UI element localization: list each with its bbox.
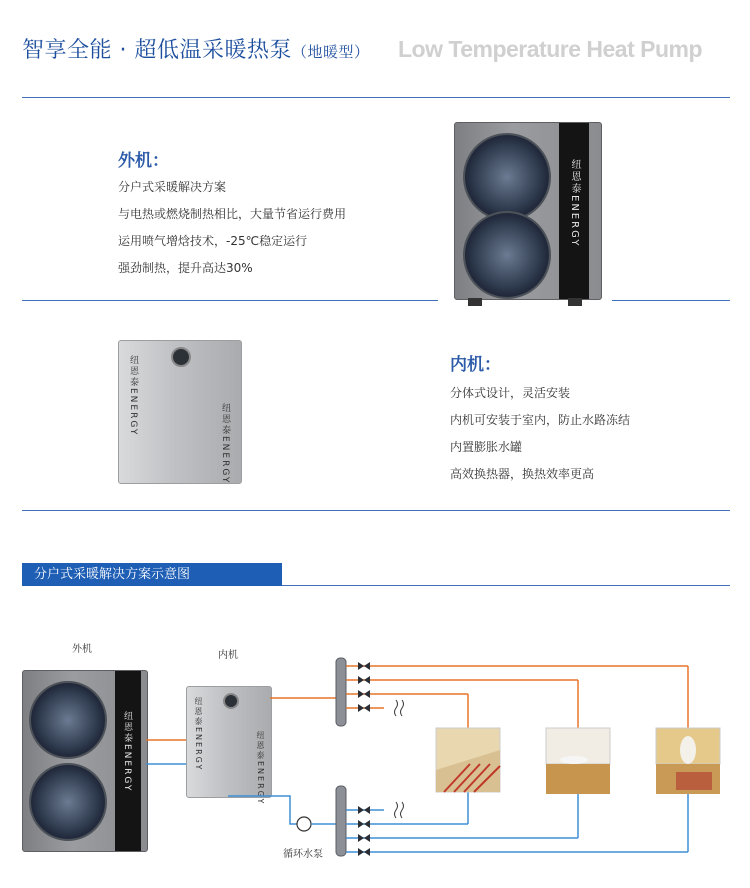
- indoor-label: 内机: [218, 650, 238, 661]
- unit-foot: [568, 298, 582, 306]
- outdoor-feature: 强劲制热，提升高达30%: [118, 261, 253, 275]
- fan-icon: [463, 133, 551, 221]
- brand-label: 纽恩泰ENERGY: [194, 697, 203, 772]
- outdoor-feature: 运用喷气增焓技术，-25℃稳定运行: [118, 234, 308, 248]
- indoor-feature: 分体式设计，灵活安装: [450, 386, 571, 400]
- return-main: [228, 796, 304, 824]
- return-manifold: [336, 786, 346, 856]
- fan-icon: [463, 211, 551, 299]
- return-branches: [346, 766, 688, 852]
- brand-label: 纽恩泰ENERGY: [128, 355, 138, 437]
- brand-label: 纽恩泰ENERGY: [256, 731, 265, 806]
- indoor-feature: 高效换热器，换热效率更高: [450, 467, 595, 481]
- section-divider: [22, 510, 730, 511]
- brand-label: 纽恩泰ENERGY: [569, 159, 580, 248]
- section-divider: [612, 300, 730, 301]
- banner-divider: [282, 585, 730, 586]
- title-english: Low Temperature Heat Pump: [398, 36, 703, 62]
- spare-outlet-icon: [395, 700, 404, 716]
- section-divider: [22, 300, 438, 301]
- outdoor-heading: 外机：: [118, 151, 169, 171]
- room-photo-floor-heating: [436, 728, 500, 792]
- brand-label: 纽恩泰ENERGY: [122, 711, 132, 793]
- unit-foot: [468, 298, 482, 306]
- indoor-feature: 内置膨胀水罐: [450, 440, 523, 454]
- title-main: 智享全能 · 超低温采暖热泵: [22, 38, 292, 63]
- page-title: [22, 33, 370, 64]
- pump-label: 循环水泵: [283, 849, 323, 860]
- title-sub: （地暖型）: [291, 43, 370, 61]
- logo-icon: [171, 347, 191, 367]
- supply-manifold: [336, 658, 346, 726]
- indoor-unit-image: [118, 340, 242, 484]
- valve-icon: [358, 806, 370, 856]
- outdoor-feature: 与电热或燃烧制热相比，大量节省运行费用: [118, 207, 347, 221]
- indoor-feature: 内机可安装于室内，防止水路冻结: [450, 413, 631, 427]
- piping-diagram: [0, 600, 750, 888]
- spare-outlet-icon: [395, 802, 404, 818]
- brand-label: 纽恩泰ENERGY: [220, 403, 230, 485]
- outdoor-feature: 分户式采暖解决方案: [118, 180, 227, 194]
- outdoor-unit-image: [454, 122, 602, 300]
- room-photo-bedroom: [546, 728, 610, 794]
- indoor-heading: 内机：: [450, 355, 501, 375]
- valve-icon: [358, 662, 370, 712]
- diagram-banner: 分户式采暖解决方案示意图: [22, 563, 282, 586]
- room-photo-living: [656, 728, 720, 794]
- header-divider: [22, 97, 730, 98]
- outdoor-label: 外机: [72, 644, 92, 655]
- supply-branches: [346, 666, 688, 730]
- pump-icon: [297, 817, 311, 831]
